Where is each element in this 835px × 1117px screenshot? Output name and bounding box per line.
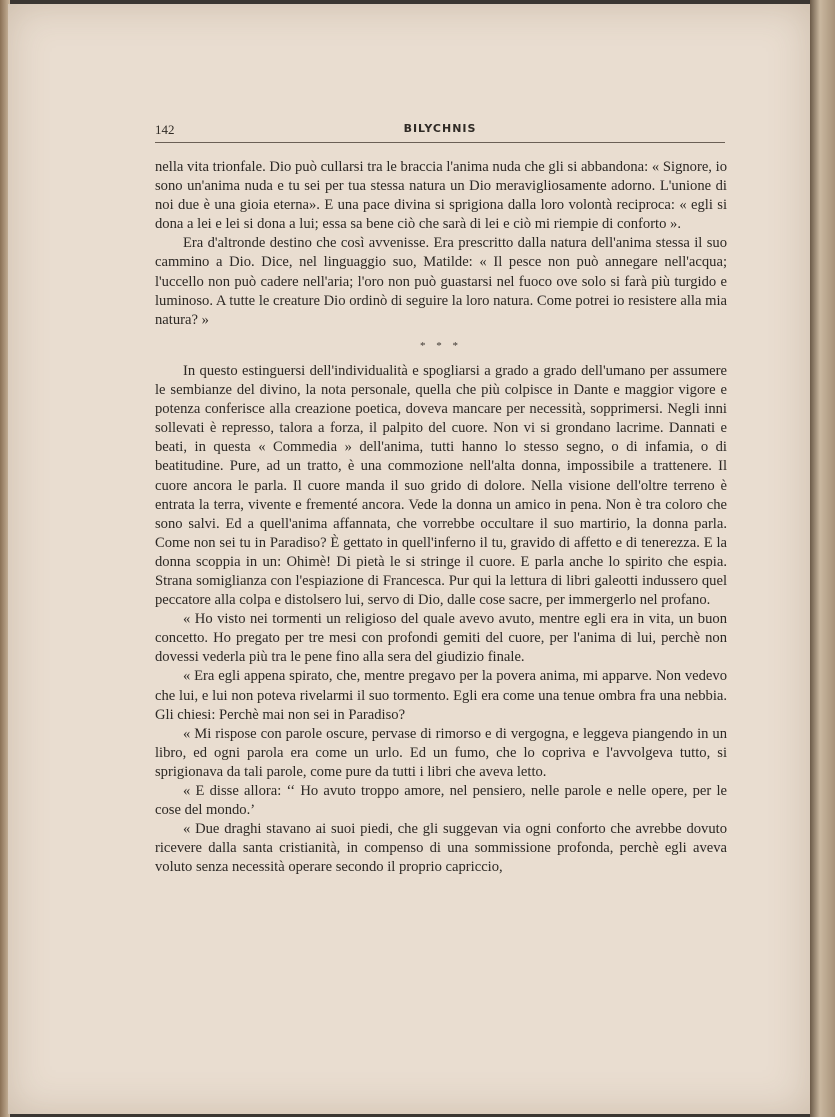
body-text xyxy=(155,158,727,877)
paragraph: « Era egli appena spirato, che, mentre pregavo per la povera anima, mi apparve. Non vedevo che lui, e lui non poteva rivelarmi il suo tormento. Egli era come una tenue ombra fra una nebbia. Gli chiesi: Perchè mai non sei in Paradiso? xyxy=(155,668,727,723)
paragraph: « Due draghi stavano ai suoi piedi, che gli suggevan via ogni conforto che avrebbe dovuto ricevere dalla santa cristianità, in compenso di una sommissione profonda, perchè egli aveva voluto senza necessità operare secondo il proprio capriccio, xyxy=(155,821,727,876)
paragraph: nella vita trionfale. Dio può cullarsi tra le braccia l'anima nuda che gli si abbandona: « Signore, io sono un'anima nuda e tu sei per tua stessa natura un Dio meravigliosamente adorno. L'unione di noi due è una gioia eterna». E una pace divina si sprigiona dalla loro volontà reciproca: « egli si dona a lei e lei si dona a lui; essa sa bene ciò che sarà di lei e ciò mi riempie di conforto ». xyxy=(155,159,727,233)
paragraph: Era d'altronde destino che così avvenisse. Era prescritto dalla natura dell'anima stessa il suo cammino a Dio. Dice, nel linguaggio suo, Matilde: « Il pesce non può annegare nell'acqua; l'uccello non può cadere nell'aria; l'oro non può guastarsi nel fuoco ove solo si farà più turgido e luminoso. A tutte le creature Dio ordinò di seguire la loro natura. Come potrei io resistere alla mia natura? » xyxy=(155,235,727,328)
section-separator: * * * xyxy=(420,339,462,352)
page-right-edge xyxy=(810,0,835,1117)
paragraph: In questo estinguersi dell'individualità e spogliarsi a grado a grado dell'umano per assumere le sembianze del divino, la nota personale, quella che più colpisce in Dante e maggior vigore e potenza conferisce alla creazione poetica, doveva mancare per necessità, sopprimersi. Negli inni sollevati è represso, talora a forza, il palpito del cuore. Non vi si grondano lacrime. Dannati e beati, in questa « Commedia » dell'anima, tutti hanno lo stesso segno, o di infamia, o di beatitudine. Pure, ad un tratto, è una commozione nell'alta donna, impossibile a trattenere. Il cuore ancora le parla. Il cuore manda il suo grido di dolore. Nella visione dell'oltre terreno è entrata la terra, vivente e frementé ancora. Vede la donna un amico in pena. Non è tra coloro che sono salvi. Ed a quell'anima affannata, che vorrebbe occultare il suo martirio, la donna parla. Come non sei tu in Paradiso? È gettato in quell'inferno il tu, gravido di affetto e di tenerezza. E la donna scoppia in un: Ohimè! Di pietà le si stringe il cuore. E parla anche lo spirito che espia. Strana somiglianza con l'espiazione di Francesca. Pur qui la lettura di libri galeotti indussero quel peccatore alla colpa e distolsero lui, servo di Dio, dalle cose sacre, per immergerlo nel profano. xyxy=(155,362,727,609)
paragraph: « Ho visto nei tormenti un religioso del quale avevo avuto, mentre egli era in vita, un buon concetto. Ho pregato per tre mesi con profondi gemiti del cuore, per l'anima di lui, perchè non dovessi vederla più tra le pene fino alla sera del giudizio finale. xyxy=(155,611,727,666)
running-title: BILYCHNIS xyxy=(403,122,477,135)
paragraph: « E disse allora: ‘‘ Ho avuto troppo amore, nel pensiero, nelle parole e nelle opere, per le cose del mondo.’ xyxy=(155,783,727,819)
page-number: 142 xyxy=(155,122,175,137)
paragraph: « Mi rispose con parole oscure, pervase di rimorso e di vergogna, e leggeva piangendo in un libro, ed ogni parola era come un urlo. Ed un fumo, che lo copriva e l'avvolgeva tutto, si sprigionava da tali parole, come pure da tutti i libri che aveva letto. xyxy=(155,725,727,780)
running-header xyxy=(155,120,725,143)
